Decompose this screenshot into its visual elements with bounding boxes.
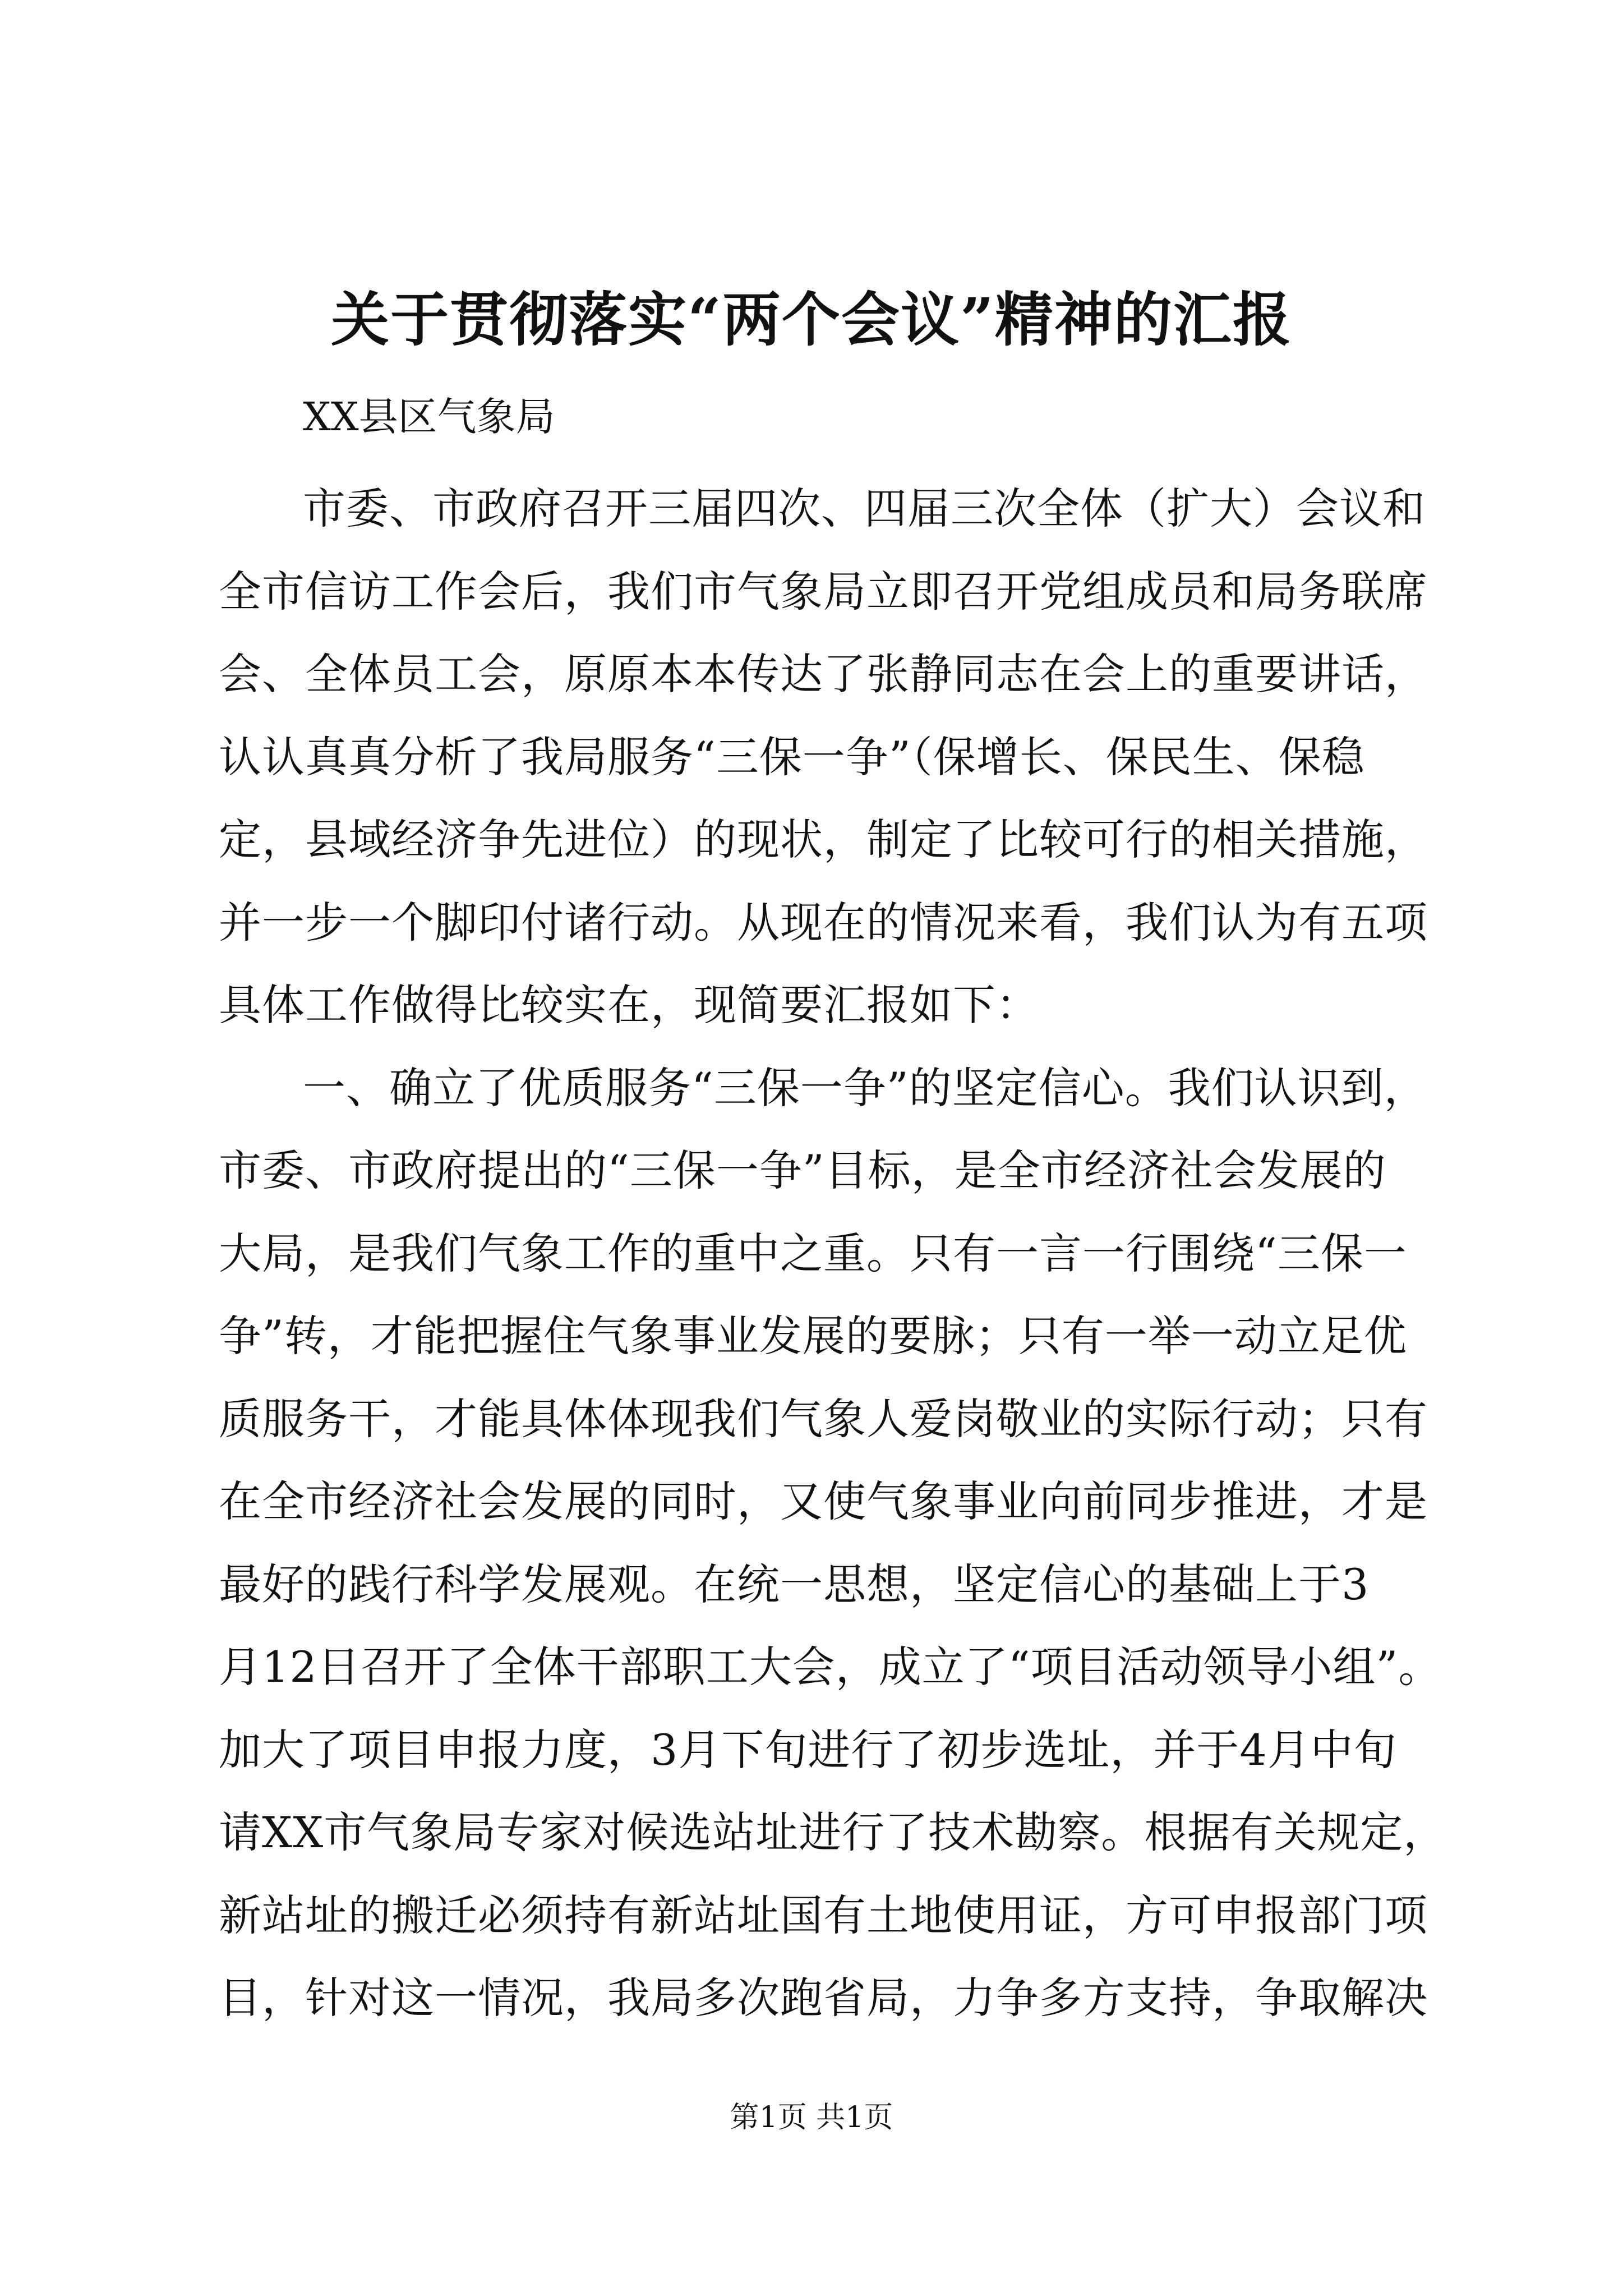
paragraph-line: 争”转，才能把握住气象事业发展的要脉；只有一举一动立足优 [219,1311,1407,1361]
paragraph-line: 最好的践行科学发展观。在统一思想，坚定信心的基础上于3 [219,1559,1370,1609]
paragraph-line: 定，县域经济争先进位）的现状，制定了比较可行的相关措施， [219,815,1428,864]
paragraph-line: 认认真真分析了我局服务“三保一争”（保增长、保民生、保稳 [219,732,1365,782]
paragraph-line: 请XX市气象局专家对候选站址进行了技术勘察。根据有关规定， [219,1807,1447,1857]
paragraph-line: 加大了项目申报力度，3月下旬进行了初步选址，并于4月中旬 [219,1725,1397,1775]
paragraph-line: 具体工作做得比较实在，现简要汇报如下： [219,980,1039,1030]
paragraph-line: 市委、市政府召开三届四次、四届三次全体（扩大）会议和 [303,484,1426,533]
paragraph-line: 并一步一个脚印付诸行动。从现在的情况来看，我们认为有五项 [219,898,1428,947]
paragraph-line: 在全市经济社会发展的同时，又使气象事业向前同步推进，才是 [219,1476,1428,1526]
document-author: XX县区气象局 [303,394,555,440]
document-title: 关于贯彻落实“两个会议”精神的汇报 [331,285,1292,354]
paragraph-line: 质服务干，才能具体体现我们气象人爱岗敬业的实际行动；只有 [219,1394,1428,1444]
paragraph-line: 会、全体员工会，原原本本传达了张静同志在会上的重要讲话， [219,649,1428,699]
paragraph-line: 大局，是我们气象工作的重中之重。只有一言一行围绕“三保一 [219,1228,1407,1278]
paragraph-line: 全市信访工作会后，我们市气象局立即召开党组成员和局务联席 [219,567,1428,616]
paragraph-line: 目，针对这一情况，我局多次跑省局，力争多方支持，争取解决 [219,1973,1428,2023]
paragraph-line: 市委、市政府提出的“三保一争”目标，是全市经济社会发展的 [219,1145,1386,1195]
paragraph-line: 月12日召开了全体干部职工大会，成立了“项目活动领导小组”。 [219,1642,1442,1692]
paragraph-line: 新站址的搬迁必须持有新站址国有土地使用证，方可申报部门项 [219,1890,1428,1940]
page-footer: 第1页 共1页 [730,2101,893,2134]
paragraph-line: 一、确立了优质服务“三保一争”的坚定信心。我们认识到， [303,1063,1427,1113]
